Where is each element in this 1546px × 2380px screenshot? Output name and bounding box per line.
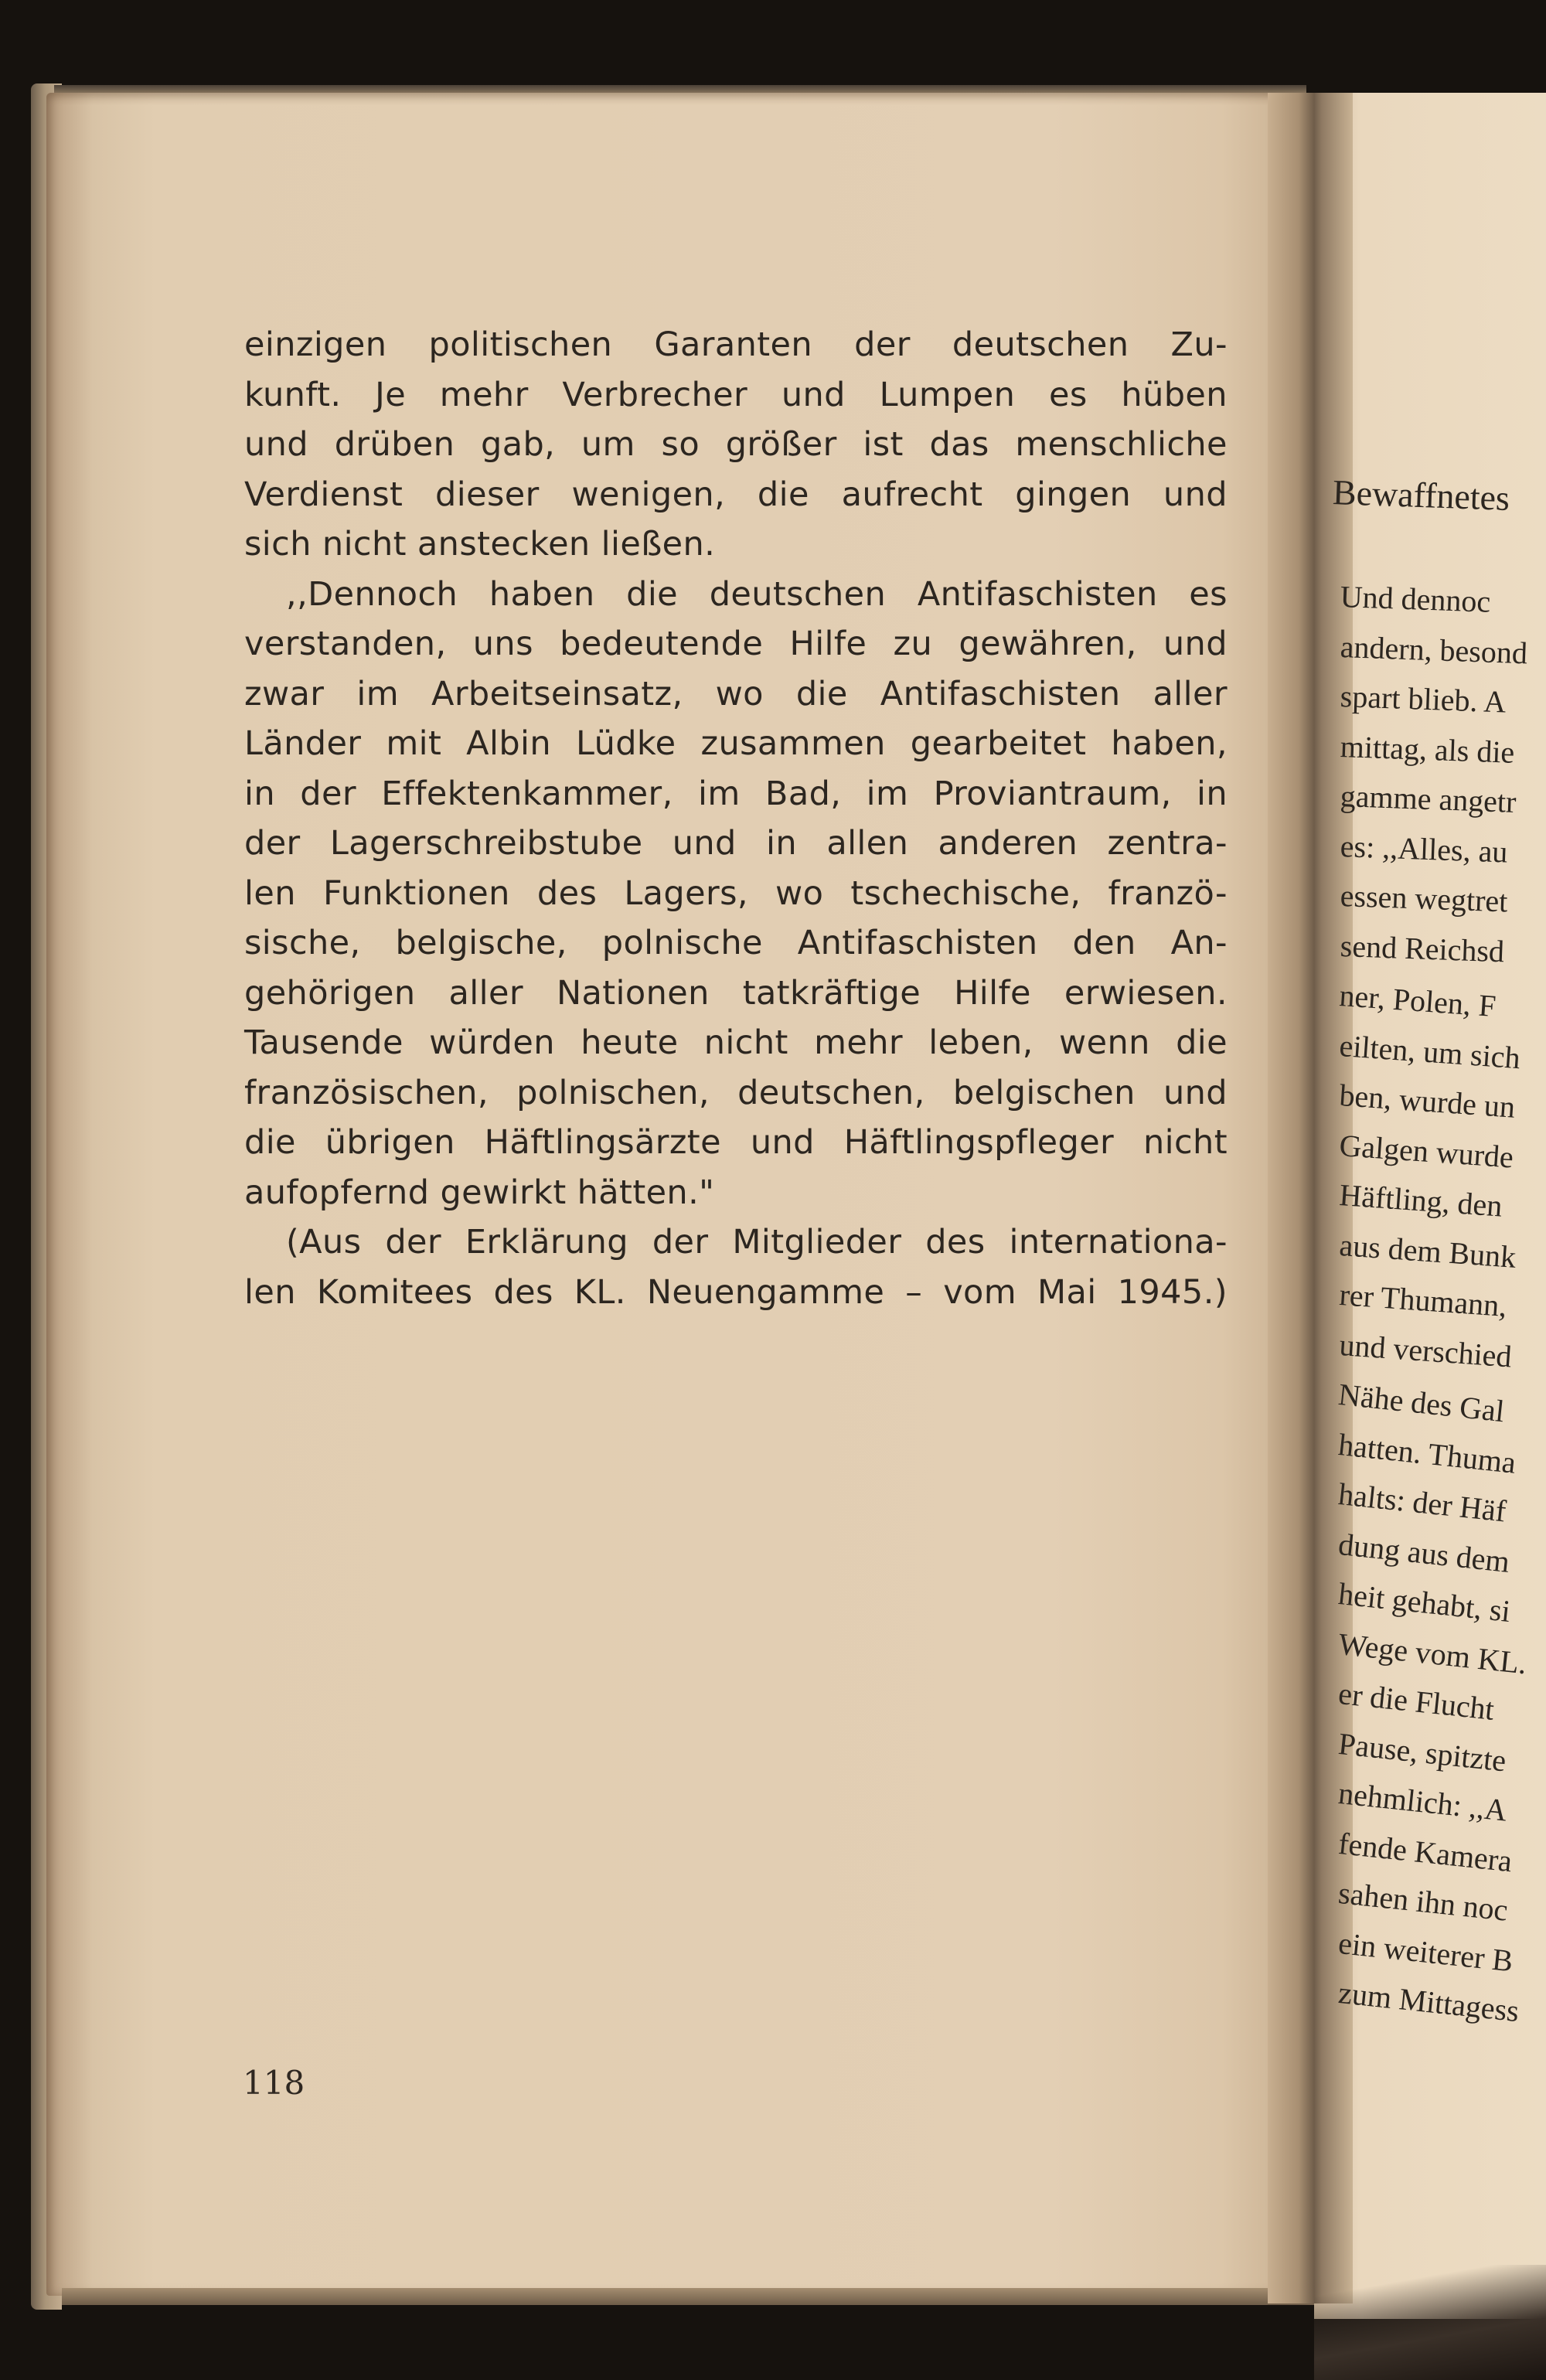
page-number: 118	[243, 2064, 305, 2102]
word: An-	[1170, 924, 1228, 962]
word: würden	[429, 1023, 555, 1062]
word: Erklärung	[465, 1223, 628, 1262]
right-page-shadow	[1314, 2265, 1546, 2380]
word: französischen,	[244, 1073, 489, 1112]
word: gingen	[1015, 475, 1132, 514]
word: gewähren,	[959, 625, 1137, 663]
word: aller	[448, 973, 523, 1013]
right-page-line: hatten. Thuma	[1337, 1426, 1518, 1480]
word: im	[866, 774, 909, 813]
word: polnischen,	[516, 1073, 710, 1112]
word: der	[244, 824, 301, 863]
word: wo	[775, 873, 824, 913]
word: Hilfe	[954, 973, 1031, 1013]
word: des	[536, 873, 598, 913]
word: die	[1176, 1023, 1228, 1062]
word: drüben	[334, 425, 455, 464]
text-line	[244, 1268, 1228, 1318]
text-line	[244, 1217, 1228, 1268]
word: menschliche	[1015, 425, 1228, 464]
word: vom	[943, 1272, 1017, 1312]
word: des	[493, 1272, 553, 1312]
word: Proviantraum,	[933, 774, 1172, 813]
word: (Aus	[286, 1223, 362, 1262]
word: der	[652, 1223, 709, 1262]
word: haben	[489, 574, 595, 614]
text-line	[244, 769, 1228, 819]
word: Funktionen	[322, 873, 510, 913]
text-line	[244, 420, 1228, 470]
text-line	[244, 819, 1228, 869]
word: nicht	[703, 1023, 788, 1062]
word: in	[1197, 774, 1228, 813]
word: den	[1072, 924, 1136, 962]
word: im	[697, 774, 741, 813]
text-line	[244, 1118, 1228, 1168]
text-line	[244, 470, 1228, 520]
word: die	[757, 475, 809, 514]
word: KL.	[574, 1272, 626, 1312]
word: in	[766, 824, 798, 863]
word: Antifaschisten	[880, 674, 1121, 713]
right-page-line: fende Kamera	[1337, 1825, 1514, 1878]
word: und	[244, 425, 309, 464]
right-page-line: rer Thumann,	[1338, 1276, 1508, 1324]
right-page-line: halts: der Häf	[1337, 1476, 1508, 1529]
word: zusammen	[700, 724, 886, 763]
word: bedeutende	[560, 625, 764, 663]
word: kunft.	[244, 375, 342, 414]
right-page-line: ein weiterer B	[1337, 1925, 1515, 1978]
word: und	[1163, 475, 1228, 514]
word: zwar	[244, 674, 325, 713]
word: Komitees	[316, 1272, 473, 1312]
word: es	[1049, 375, 1088, 414]
word: so	[661, 425, 700, 464]
word: wo	[715, 674, 764, 713]
text-line	[244, 1068, 1228, 1118]
word: die	[626, 574, 679, 614]
word: belgische,	[395, 924, 567, 962]
word: Hilfe	[789, 625, 867, 663]
word: gab,	[481, 425, 556, 464]
right-page-line: ben, wurde un	[1338, 1077, 1517, 1125]
page-bottom-edge	[62, 2288, 1314, 2305]
text-line	[244, 669, 1228, 720]
word: –	[905, 1272, 923, 1312]
text-line	[244, 918, 1228, 969]
word: Antifaschisten	[797, 924, 1038, 962]
word: gehörigen	[244, 973, 416, 1013]
word: politischen	[428, 325, 613, 364]
word: Mitglieder	[732, 1223, 902, 1262]
word: haben,	[1111, 724, 1228, 763]
word: tschechische,	[850, 873, 1081, 913]
word: Lumpen	[879, 375, 1016, 414]
word: aufrecht	[841, 475, 983, 514]
word: aller	[1153, 674, 1228, 713]
right-page-heading: Bewaffnetes	[1332, 472, 1510, 518]
word: der	[854, 325, 911, 364]
word: wenigen,	[571, 475, 726, 514]
word: Mai	[1037, 1272, 1097, 1312]
word: sich nicht anstecken ließen.	[244, 525, 716, 564]
left-page-text	[244, 320, 1228, 1317]
right-page-line: Häftling, den	[1338, 1176, 1503, 1224]
word: tatkräftige	[742, 973, 921, 1013]
word: wenn	[1059, 1023, 1150, 1062]
right-page-line: andern, besond	[1340, 628, 1528, 670]
word: Verdienst	[244, 475, 404, 514]
word: gearbeitet	[910, 724, 1087, 763]
word: 1945.)	[1117, 1272, 1228, 1312]
text-line	[244, 619, 1228, 669]
right-page-line: ner, Polen, F	[1338, 977, 1497, 1024]
text-line	[244, 869, 1228, 919]
word: der	[385, 1223, 441, 1262]
right-page-line: aus dem Bunk	[1338, 1227, 1517, 1275]
word: Tausende	[244, 1023, 404, 1062]
text-line	[244, 519, 1228, 570]
word: Lagerschreibstube	[329, 824, 643, 863]
word: und	[1163, 625, 1228, 663]
word: Häftlingsärzte	[484, 1123, 721, 1162]
text-line	[244, 969, 1228, 1019]
word: im	[356, 674, 400, 713]
word: Nationen	[556, 973, 710, 1013]
right-page-line: dung aus dem	[1337, 1526, 1512, 1579]
word: die	[244, 1123, 296, 1162]
word: ,,Dennoch	[286, 574, 458, 614]
word: deutschen,	[737, 1073, 925, 1112]
word: in	[244, 774, 275, 813]
word: ist	[863, 425, 904, 464]
right-page-line: nehmlich: ,,A	[1337, 1775, 1509, 1828]
word: zentra-	[1107, 824, 1228, 863]
text-line	[244, 570, 1228, 620]
word: mehr	[439, 375, 529, 414]
right-page-line: zum Mittagess	[1337, 1974, 1521, 2029]
right-page-line: essen wegtret	[1340, 877, 1509, 919]
word: Garanten	[654, 325, 813, 364]
word: Lagers,	[624, 873, 748, 913]
word: und	[781, 375, 846, 414]
word: zu	[893, 625, 933, 663]
word: uns	[472, 625, 533, 663]
right-page-line: mittag, als die	[1340, 728, 1516, 770]
word: polnische	[601, 924, 763, 962]
word: größer	[725, 425, 837, 464]
word: erwiesen.	[1064, 973, 1228, 1013]
right-page-line: spart blieb. A	[1340, 678, 1507, 720]
word: Verbrecher	[562, 375, 748, 414]
word: Länder	[244, 724, 362, 763]
word: Effektenkammer,	[381, 774, 673, 813]
word: internationa-	[1009, 1223, 1228, 1262]
word: Bad,	[764, 774, 842, 813]
word: und	[750, 1123, 815, 1162]
word: verstanden,	[244, 625, 447, 663]
word: belgischen	[952, 1073, 1136, 1112]
word: hüben	[1121, 375, 1228, 414]
right-page-line: Galgen wurde	[1338, 1127, 1515, 1175]
word: Je	[375, 375, 407, 414]
text-line	[244, 1018, 1228, 1068]
word: Antifaschisten	[917, 574, 1158, 614]
word: einzigen	[244, 325, 387, 364]
word: anderen	[938, 824, 1078, 863]
word: Häftlingspfleger	[843, 1123, 1115, 1162]
right-page-line: es: ,,Alles, au	[1340, 828, 1509, 870]
word: Arbeitseinsatz,	[431, 674, 683, 713]
word: Albin	[466, 724, 552, 763]
word: übrigen	[325, 1123, 455, 1162]
word: das	[929, 425, 989, 464]
word: nicht	[1143, 1123, 1228, 1162]
word: um	[581, 425, 635, 464]
right-page-line: er die Flucht	[1337, 1675, 1497, 1727]
word: aufopfernd gewirkt hätten."	[244, 1173, 715, 1212]
word: sische,	[244, 924, 361, 962]
right-page-line: Und dennoc	[1340, 578, 1491, 619]
right-page-line: Pause, spitzte	[1337, 1725, 1508, 1778]
word: die	[795, 674, 848, 713]
right-page-line: eilten, um sich	[1338, 1027, 1522, 1075]
right-page-line: send Reichsd	[1340, 928, 1505, 969]
word: len	[244, 873, 296, 913]
text-line	[244, 320, 1228, 370]
right-page-line: Wege vom KL.	[1337, 1626, 1529, 1680]
word: franzö-	[1108, 873, 1228, 913]
word: leben,	[928, 1023, 1034, 1062]
word: es	[1189, 574, 1228, 614]
word: allen	[826, 824, 909, 863]
word: und	[672, 824, 737, 863]
text-line	[244, 719, 1228, 769]
word: mehr	[814, 1023, 903, 1062]
word: der	[300, 774, 356, 813]
word: und	[1163, 1073, 1228, 1112]
word: heute	[581, 1023, 679, 1062]
word: deutschen	[952, 325, 1129, 364]
right-page-line: Nähe des Gal	[1337, 1376, 1507, 1429]
right-page-line: gamme angetr	[1340, 778, 1517, 819]
word: deutschen	[709, 574, 887, 614]
word: Neuengamme	[646, 1272, 885, 1312]
text-line	[244, 1168, 1228, 1218]
word: mit	[386, 724, 442, 763]
right-page-line: heit gehabt, si	[1337, 1575, 1513, 1629]
word: len	[244, 1272, 296, 1312]
text-line	[244, 370, 1228, 421]
word: des	[925, 1223, 986, 1262]
word: Lüdke	[575, 724, 676, 763]
right-page-line: sahen ihn noc	[1337, 1874, 1510, 1928]
right-page-line: und verschied	[1338, 1326, 1514, 1374]
word: dieser	[435, 475, 540, 514]
word: Zu-	[1170, 325, 1228, 364]
